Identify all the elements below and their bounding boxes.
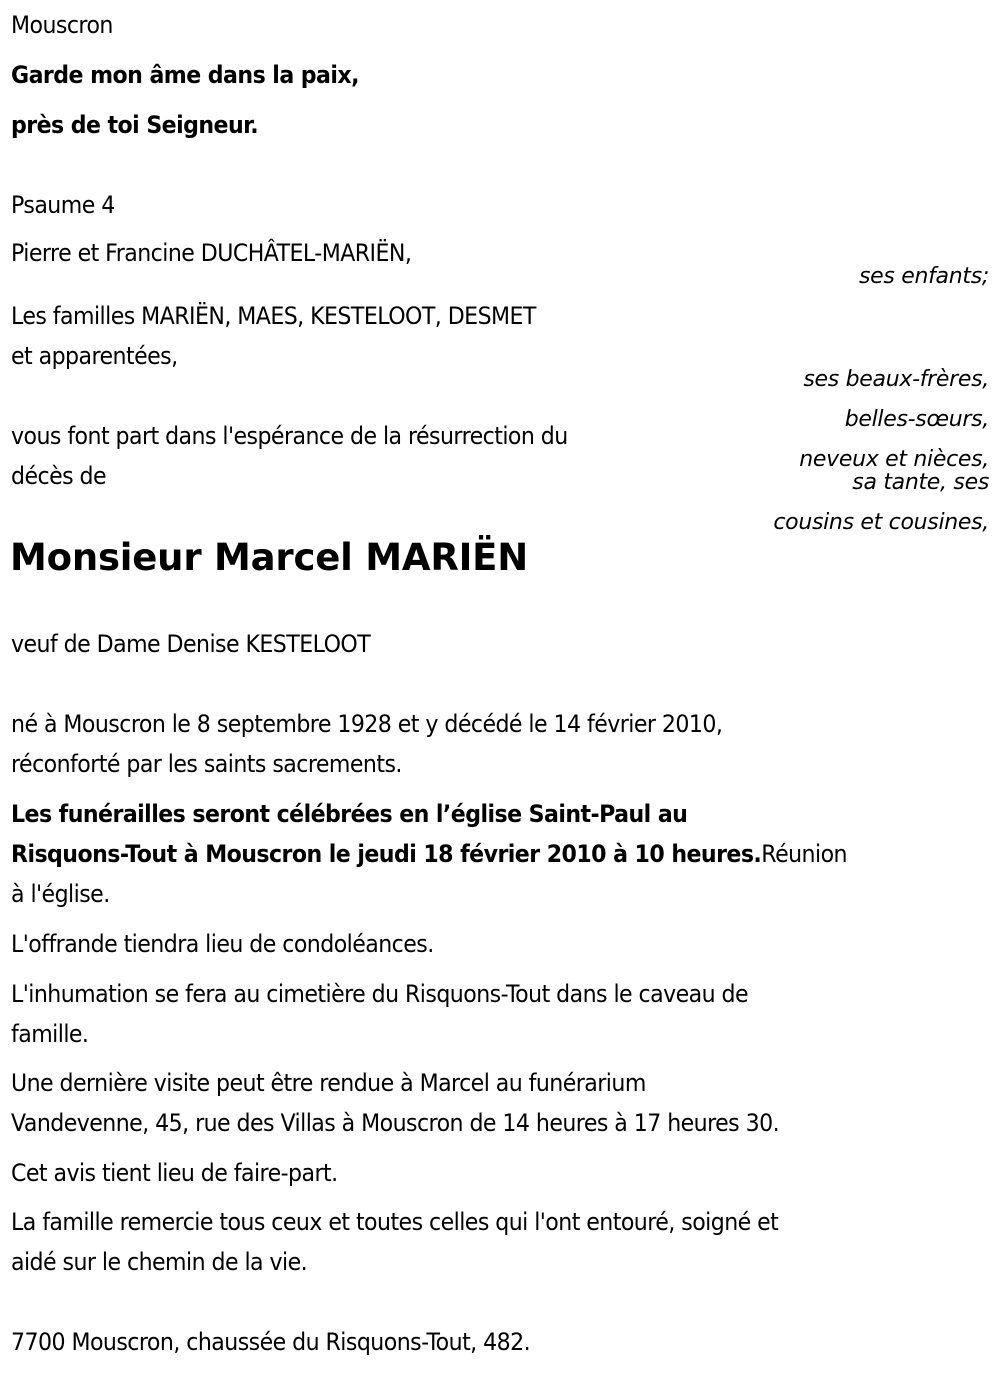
relation-brothers-in-law: ses beaux-frères, <box>803 367 989 392</box>
city-label: Mouscron <box>11 11 113 39</box>
visit-line-1: Une dernière visite peut être rendue à Marcel au funérarium <box>11 1069 646 1097</box>
relation-cousins: cousins et cousines, <box>773 510 989 535</box>
life-line-2: réconforté par les saints sacrements. <box>11 750 402 778</box>
deceased-name: Monsieur Marcel MARIËN <box>10 536 529 579</box>
relation-children: ses enfants; <box>858 264 989 289</box>
families-line-1: Les familles MARIËN, MAES, KESTELOOT, DESMET <box>11 302 536 330</box>
offering-statement: L'offrande tiendra lieu de condoléances. <box>11 930 434 958</box>
children-names: Pierre et Francine DUCHÂTEL-MARIËN, <box>11 239 412 267</box>
thanks-line-2: aidé sur le chemin de la vie. <box>11 1248 308 1276</box>
announcement-line-2: décès de <box>11 462 107 490</box>
funeral-line-2-bold: Risquons-Tout à Mouscron le jeudi 18 février 2010 à 10 heures. <box>11 840 762 868</box>
announcement-line-1: vous font part dans l'espérance de la résurrection du <box>11 422 568 450</box>
relation-aunt: sa tante, ses <box>852 470 989 495</box>
funeral-reunion-line-2: à l'église. <box>11 880 110 908</box>
psalm-quote-line-1: Garde mon âme dans la paix, <box>11 61 359 89</box>
burial-line-2: famille. <box>11 1020 89 1048</box>
address: 7700 Mouscron, chaussée du Risquons-Tout, 482. <box>11 1328 531 1356</box>
funeral-reunion: Réunion <box>761 840 847 868</box>
visit-line-2: Vandevenne, 45, rue des Villas à Mouscron de 14 heures à 17 heures 30. <box>11 1109 780 1137</box>
funeral-line-1: Les funérailles seront célébrées en l’église Saint-Paul au <box>11 800 688 828</box>
relation-sisters-in-law: belles-sœurs, <box>844 407 989 432</box>
life-line-1: né à Mouscron le 8 septembre 1928 et y décédé le 14 février 2010, <box>11 710 723 738</box>
burial-line-1: L'inhumation se fera au cimetière du Risquons-Tout dans le caveau de <box>11 980 749 1008</box>
widower-of: veuf de Dame Denise KESTELOOT <box>11 630 371 658</box>
psalm-quote-line-2: près de toi Seigneur. <box>11 111 259 139</box>
psalm-reference: Psaume 4 <box>11 191 115 219</box>
families-line-2: et apparentées, <box>11 342 178 370</box>
relation-nephews-nieces: neveux et nièces, <box>799 447 989 472</box>
thanks-line-1: La famille remercie tous ceux et toutes celles qui l'ont entouré, soigné et <box>11 1208 779 1236</box>
notice-statement: Cet avis tient lieu de faire-part. <box>11 1159 338 1187</box>
funeral-line-2 <box>11 834 847 874</box>
